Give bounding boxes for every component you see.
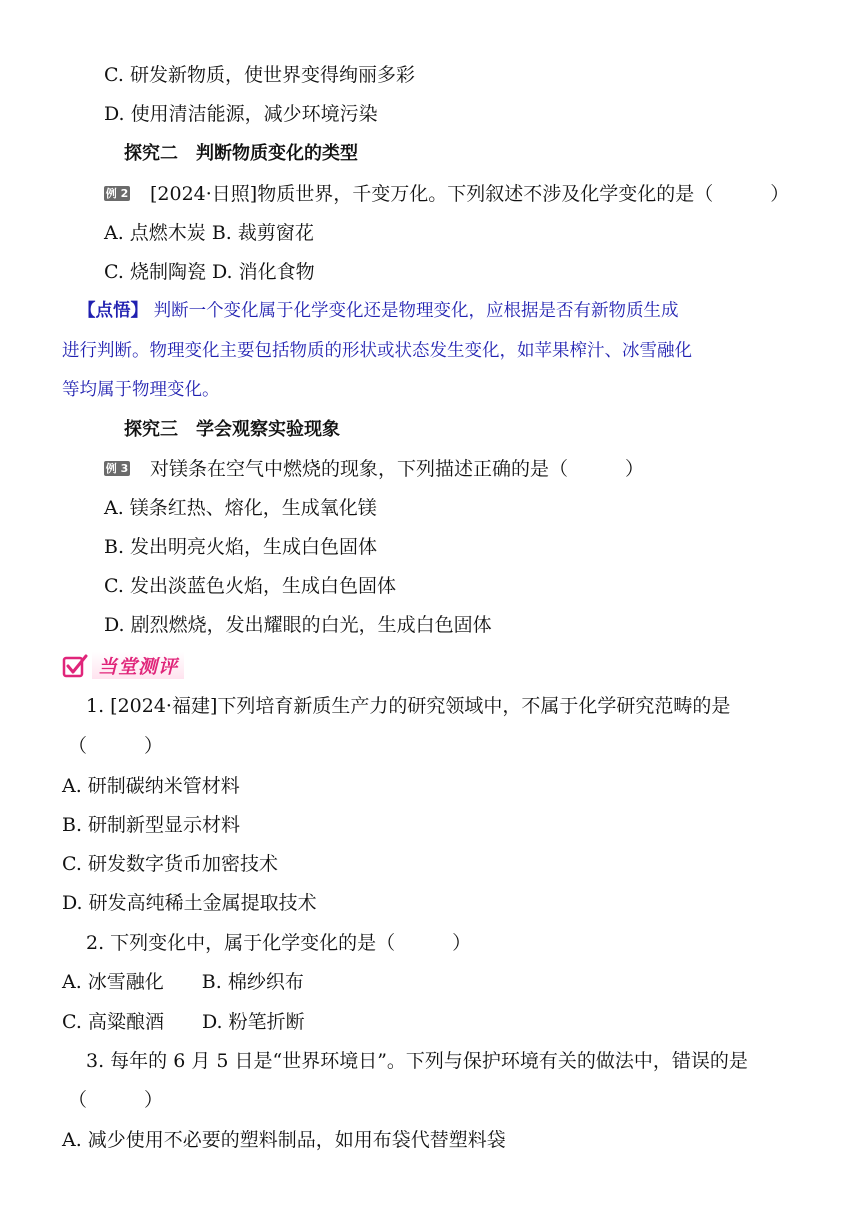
question-1: 1. [2024·福建]下列培育新质生产力的研究领域中，不属于化学研究范畴的是 (86, 695, 731, 717)
example-3-option-b: B. 发出明亮火焰，生成白色固体 (104, 536, 378, 558)
example-2 (104, 182, 789, 206)
question-1-paren: （ ） (68, 735, 164, 757)
question-3-option-a: A. 减少使用不必要的塑料制品，如用布袋代替塑料袋 (62, 1129, 506, 1151)
example-3-option-a: A. 镁条红热、熔化，生成氧化镁 (104, 497, 377, 519)
section-title: 当堂测评 (92, 652, 184, 679)
example-3 (104, 457, 644, 481)
question-2: 2. 下列变化中，属于化学变化的是（ ） (86, 932, 472, 954)
question-2-options-ab: A. 冰雪融化 B. 棉纱织布 (62, 971, 304, 993)
heading-explore-3: 探究三 学会观察实验现象 (124, 419, 340, 440)
option-c: C. 研发新物质，使世界变得绚丽多彩 (104, 64, 415, 86)
section-header (62, 652, 184, 679)
example-badge: 例 3 (105, 462, 129, 475)
question-2-options-cd: C. 高粱酿酒 D. 粉笔折断 (62, 1011, 305, 1033)
question-1-option-c: C. 研发数字货币加密技术 (62, 853, 278, 875)
option-d: D. 使用清洁能源，减少环境污染 (104, 103, 378, 125)
heading-explore-2: 探究二 判断物质变化的类型 (124, 143, 358, 164)
example-2-options-ab: A. 点燃木炭 B. 裁剪窗花 (104, 222, 314, 244)
example-3-option-c: C. 发出淡蓝色火焰，生成白色固体 (104, 575, 396, 597)
tip-text-1: 判断一个变化属于化学变化还是物理变化，应根据是否有新物质生成 (148, 301, 679, 321)
question-3-paren: （ ） (68, 1089, 164, 1111)
question-1-option-b: B. 研制新型显示材料 (62, 814, 241, 836)
example-3-text: 对镁条在空气中燃烧的现象，下列描述正确的是（ ） (150, 458, 645, 480)
question-1-option-a: A. 研制碳纳米管材料 (62, 775, 240, 797)
example-2-options-cd: C. 烧制陶瓷 D. 消化食物 (104, 261, 315, 283)
tip-line-1 (78, 299, 679, 323)
question-3: 3. 每年的 6 月 5 日是“世界环境日”。下列与保护环境有关的做法中，错误的是 (86, 1050, 748, 1072)
tip-line-2: 进行判断。物理变化主要包括物质的形状或状态发生变化，如苹果榨汁、冰雪融化 (62, 341, 692, 361)
example-badge: 例 2 (105, 187, 129, 200)
question-1-option-d: D. 研发高纯稀土金属提取技术 (62, 892, 317, 914)
checkbox-check-icon (62, 653, 88, 679)
tip-line-3: 等均属于物理变化。 (62, 380, 220, 400)
tip-tag: 【点悟】 (78, 301, 148, 321)
example-2-text: [2024·日照]物质世界，千变万化。下列叙述不涉及化学变化的是（ ） (150, 183, 790, 205)
example-3-option-d: D. 剧烈燃烧，发出耀眼的白光，生成白色固体 (104, 614, 492, 636)
